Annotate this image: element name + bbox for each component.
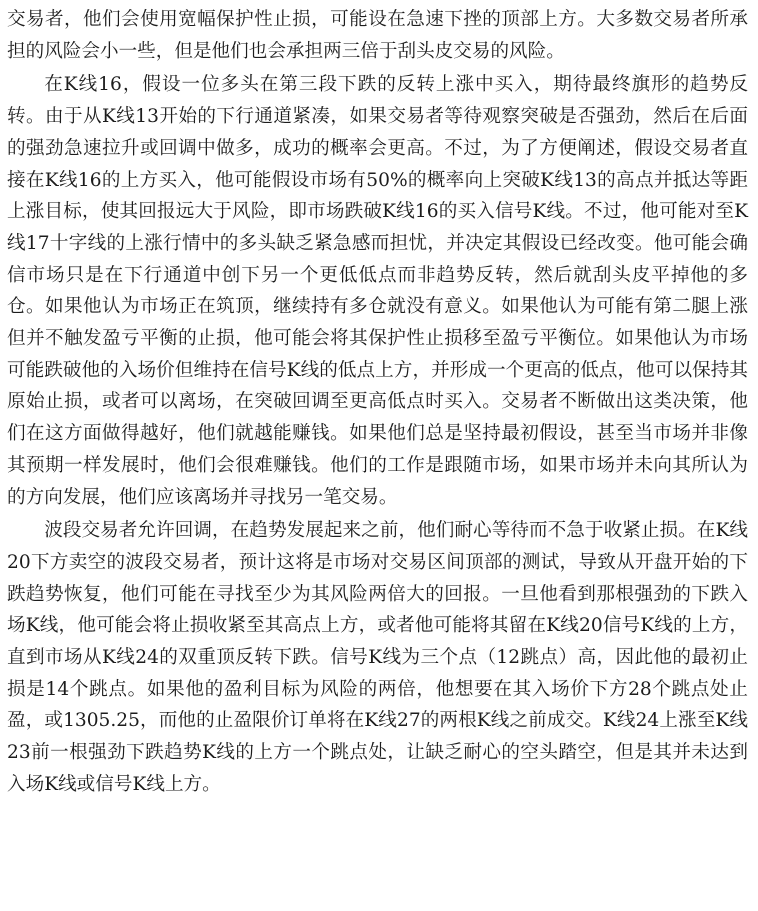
paragraph-1: 交易者，他们会使用宽幅保护性止损，可能设在急速下挫的顶部上方。大多数交易者所承担的风险会小一些，但是他们也会承担两三倍于刮头皮交易的风险。 xyxy=(7,9,748,62)
paragraph-3: 波段交易者允许回调，在趋势发展起来之前，他们耐心等待而不急于收紧止损。在K线20下方卖空的波段交易者，预计这将是市场对交易区间顶部的测试，导致从开盘开始的下跌趋势恢复，他们可能在寻找至少为其风险两倍大的回报。一旦他看到那根强劲的下跌入场K线，他可能会将止损收紧至其高点上方，或者他可能将其留在K线20信号K线的上方，直到市场从K线24的双重顶反转下跌。信号K线为三个点（12跳点）高，因此他的最初止损是14个跳点。如果他的盈利目标为风险的两倍，他想要在其入场价下方28个跳点处止盈，或1305.25，而他的止盈限价订单将在K线27的两根K线之前成交。K线24上涨至K线23前一根强劲下跌趋势K线的上方一个跳点处，让缺乏耐心的空头踏空，但是其并未达到入场K线或信号K线上方。 xyxy=(7,520,748,795)
paragraph-2: 在K线16，假设一位多头在第三段下跌的反转上涨中买入，期待最终旗形的趋势反转。由于从K线13开始的下行通道紧凑，如果交易者等待观察突破是否强劲，然后在后面的强劲急速拉升或回调中做多，成功的概率会更高。不过，为了方便阐述，假设交易者直接在K线16的上方买入，他可能假设市场有50%的概率向上突破K线13的高点并抵达等距上涨目标，使其回报远大于风险，即市场跌破K线16的买入信号K线。不过，他可能对至K线17十字线的上涨行情中的多头缺乏紧急感而担忧，并决定其假设已经改变。他可能会确信市场只是在下行通道中创下另一个更低低点而非趋势反转，然后就刮头皮平掉他的多仓。如果他认为市场正在筑顶，继续持有多仓就没有意义。如果他认为可能有第二腿上涨但并不触发盈亏平衡的止损，他可能会将其保护性止损移至盈亏平衡位。如果他认为市场可能跌破他的入场价但维持在信号K线的低点上方，并形成一个更高的低点，他可以保持其原始止损，或者可以离场，在突破回调至更高低点时买入。交易者不断做出这类决策，他们在这方面做得越好，他们就越能赚钱。如果他们总是坚持最初假设，甚至当市场并非像其预期一样发展时，他们会很难赚钱。他们的工作是跟随市场，如果市场并未向其所认为的方向发展，他们应该离场并寻找另一笔交易。 xyxy=(7,74,748,508)
